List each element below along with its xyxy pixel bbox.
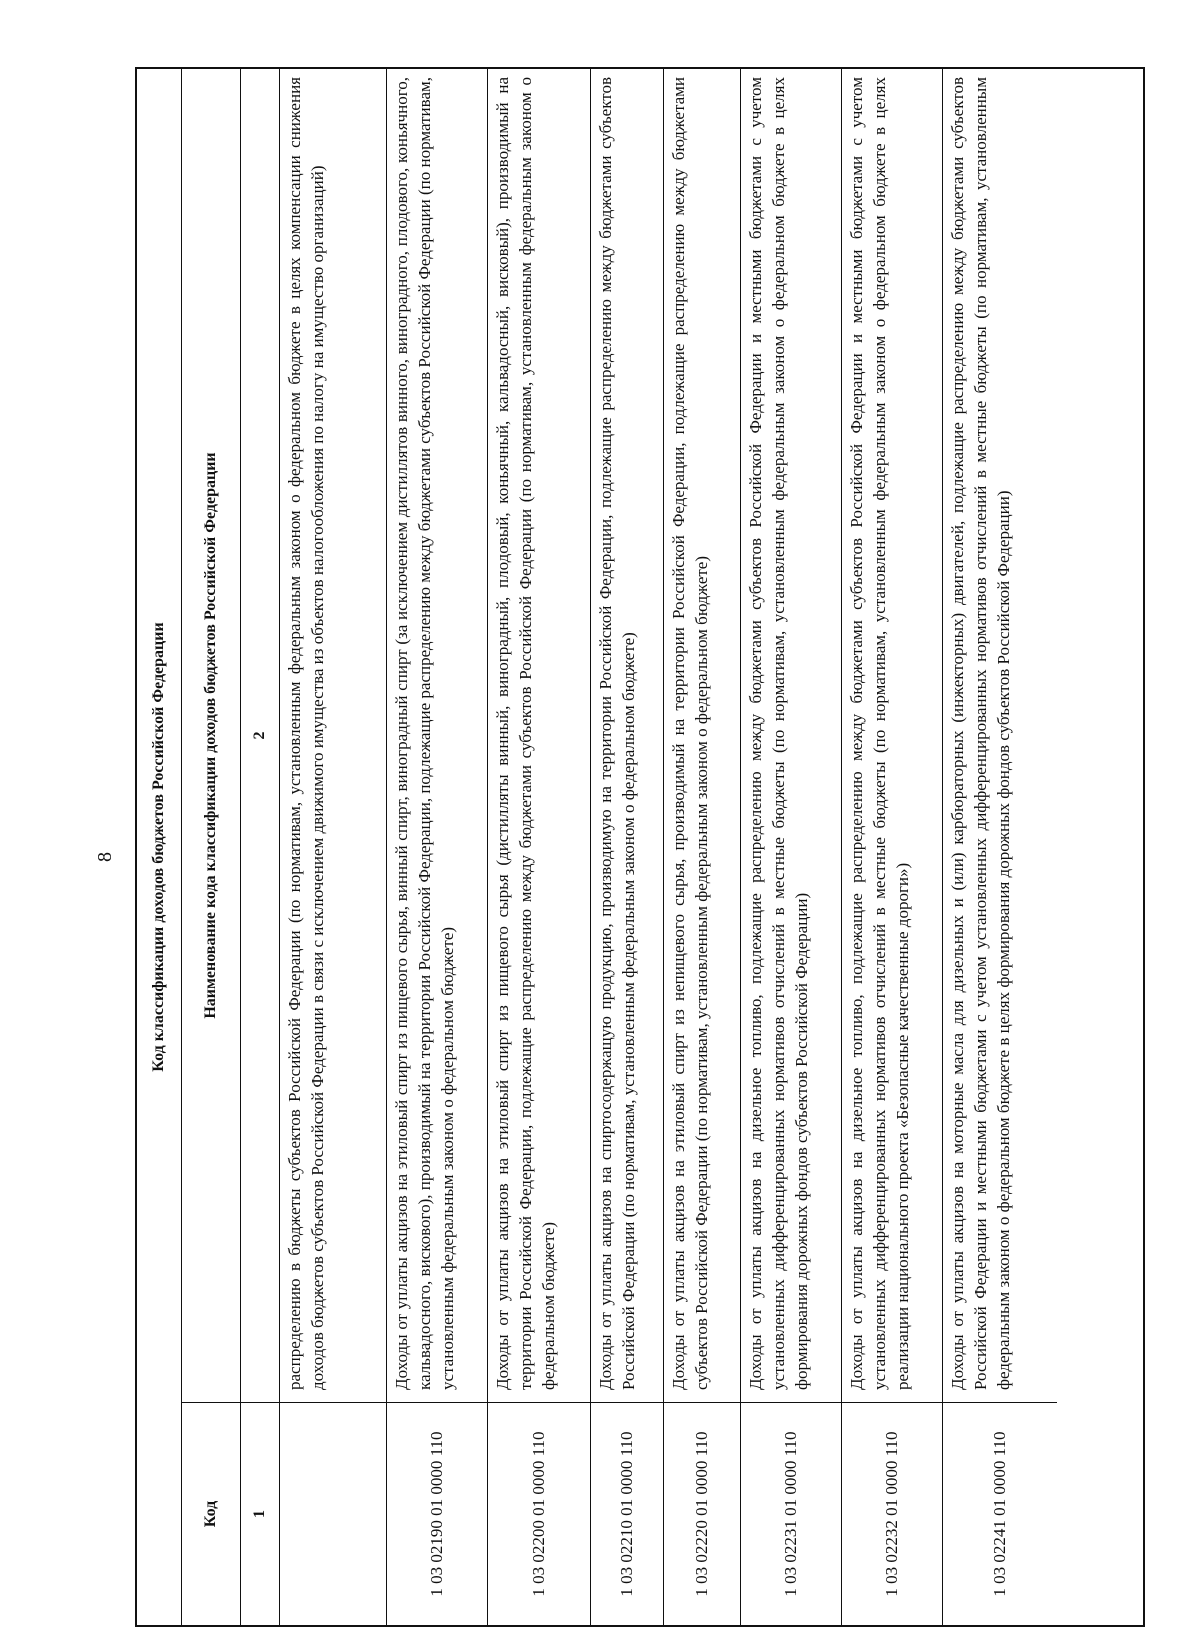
table-column-headers: [182, 69, 241, 1625]
table-row: [488, 69, 591, 1625]
table-row: [280, 69, 387, 1625]
row-code: 1 03 02220 01 0000 110: [664, 1402, 740, 1625]
column-number-2: 2: [251, 731, 268, 740]
row-code: [280, 1402, 386, 1625]
table-row: [741, 69, 842, 1625]
table-row: [387, 69, 488, 1625]
row-description: Доходы от уплаты акцизов на этиловый спирт из пищевого сырья (дистилляты винный, виноградный, плодовый, коньячный, кальвадосный, висковый), производимый на территории Российской Федерации, подлежащие распределению между бюджетами субъектов Российской Федерации (по нормативам, установленным федеральным законом о федеральном бюджете): [493, 77, 558, 1390]
table-row: [664, 69, 741, 1625]
row-description: Доходы от уплаты акцизов на дизельное топливо, подлежащие распределению между бюджетами субъектов Российской Федерации и местными бюджетами с учетом установленных дифференцированных нормативов отчислений в местные бюджеты (по нормативам, установленным федеральным законом о федеральном бюджете в целях реализации национального проекта «Безопасные качественные дороги»): [847, 77, 912, 1390]
row-code: 1 03 02210 01 0000 110: [591, 1402, 663, 1625]
table-super-header: Код классификации доходов бюджетов Российской Федерации: [137, 69, 182, 1625]
row-code: 1 03 02241 01 0000 110: [943, 1402, 1057, 1625]
column-number-1: 1: [241, 1402, 279, 1625]
row-code: 1 03 02190 01 0000 110: [387, 1402, 487, 1625]
row-description: Доходы от уплаты акцизов на спиртосодержащую продукцию, производимую на территории Российской Федерации, подлежащие распределению между бюджетами субъектов Российской Федерации (по нормативам, установленным федеральным законом о федеральном бюджете): [596, 77, 638, 1390]
page-number: 8: [94, 852, 116, 862]
table-column-numbers: [241, 69, 280, 1625]
table-row: [591, 69, 664, 1625]
table-row: [842, 69, 943, 1625]
row-code: 1 03 02200 01 0000 110: [488, 1402, 590, 1625]
budget-classification-table: [135, 67, 1145, 1627]
row-code: 1 03 02231 01 0000 110: [741, 1402, 841, 1625]
row-description: Доходы от уплаты акцизов на этиловый спирт из непищевого сырья, производимый на территории Российской Федерации, подлежащие распределению между бюджетами субъектов Российской Федерации (по нормативам, установленным федеральным законом о федеральном бюджете): [669, 77, 711, 1390]
table-row: [943, 69, 1057, 1625]
row-code: 1 03 02232 01 0000 110: [842, 1402, 942, 1625]
row-description: Доходы от уплаты акцизов на дизельное топливо, подлежащие распределению между бюджетами субъектов Российской Федерации и местными бюджетами с учетом установленных дифференцированных нормативов отчислений в местные бюджеты (по нормативам, установленным федеральным законом о федеральном бюджете в целях формирования дорожных фондов субъектов Российской Федерации): [746, 77, 811, 1390]
row-description: Доходы от уплаты акцизов на этиловый спирт из пищевого сырья, винный спирт, виноградный спирт (за исключением дистиллятов винного, виноградного, плодового, коньячного, кальвадосного, вискового), производимый на территории Российской Федерации, подлежащие распределению между бюджетами субъектов Российской Федерации (по нормативам, установленным федеральным законом о федеральном бюджете): [392, 77, 457, 1390]
column-header-code: Код: [182, 1402, 240, 1625]
row-description: распределению в бюджеты субъектов Российской Федерации (по нормативам, установленным федеральным законом о федеральном бюджете в целях компенсации снижения доходов бюджетов субъектов Российской Федерации в связи с исключением движимого имущества из объектов налогообложения по налогу на имущество организаций): [285, 77, 327, 1390]
row-description: Доходы от уплаты акцизов на моторные масла для дизельных и (или) карбюраторных (инжекторных) двигателей, подлежащие распределению между бюджетами субъектов Российской Федерации и местными бюджетами с учетом установленных дифференцированных нормативов отчислений в местные бюджеты (по нормативам, установленным федеральным законом о федеральном бюджете в целях формирования дорожных фондов субъектов Российской Федерации): [948, 77, 1013, 1390]
column-header-name: Наименование кода классификации доходов бюджетов Российской Федерации: [202, 452, 219, 1019]
